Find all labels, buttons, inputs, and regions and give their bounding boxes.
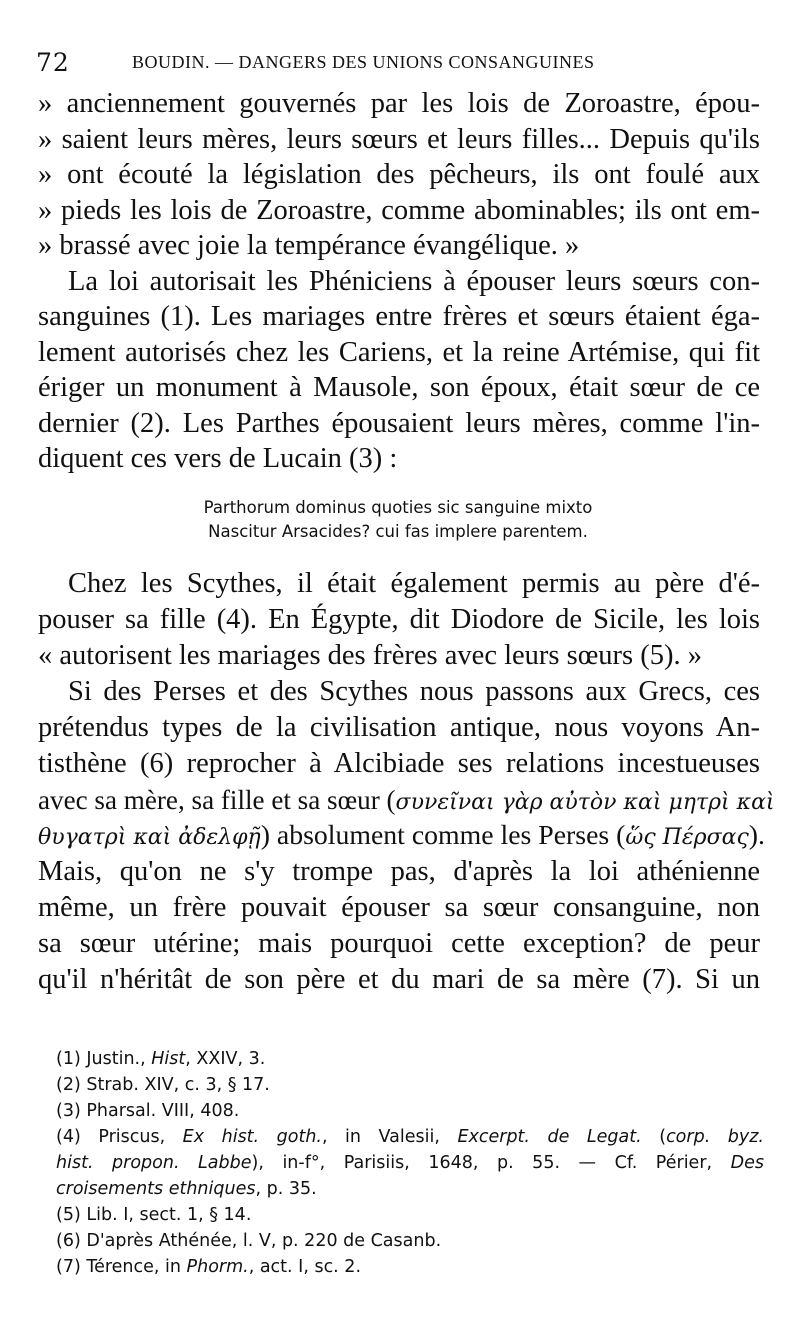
- text-line: lement autorisés chez les Cariens, et la reine Artémise, qui fit: [38, 336, 760, 368]
- text-line: [38, 818, 765, 854]
- text-span: , in Valesii,: [321, 1127, 458, 1147]
- text-line: même, un frère pouvait épouser sa sœur consanguine, non: [38, 892, 760, 923]
- text-span: (4) Priscus,: [56, 1127, 183, 1147]
- text-line: » brassé avec joie la tempérance évangélique. »: [38, 230, 580, 261]
- text-line: Si des Perses et des Scythes nous passons aux Grecs, ces: [68, 676, 760, 707]
- footnote: [56, 1124, 764, 1150]
- body-paragraph-2: [38, 566, 775, 998]
- text-span: Ex hist. goth.: [182, 1127, 322, 1147]
- text-line: prétendus types de la civilisation antique, nous voyons An-: [38, 712, 760, 743]
- text-line: qu'il n'héritât de son père et du mari de sa mère (7). Si un: [38, 964, 760, 995]
- running-head: BOUDIN. — DANGERS DES UNIONS CONSANGUINES: [132, 52, 595, 72]
- text-span: ).: [748, 820, 765, 851]
- body-paragraph-1: [38, 86, 760, 477]
- text-line: « autorisent les mariages des frères avec leurs sœurs (5). »: [38, 640, 702, 671]
- text-span: ) absolument comme les Perses (: [260, 820, 626, 851]
- text-span: ), in-f°, Parisiis, 1648, p. 55. — Cf. Périer,: [251, 1153, 731, 1173]
- greek-text: συνεῖναι γὰρ αὐτὸν καὶ μητρὶ καὶ: [395, 790, 775, 815]
- text-span: Hist: [151, 1049, 186, 1069]
- quote-line: Parthorum dominus quoties sic sanguine mixto: [203, 498, 593, 517]
- page-header: [36, 44, 754, 84]
- text-line: » anciennement gouvernés par les lois de Zoroastre, épou-: [38, 88, 760, 119]
- text-span: corp. byz.: [666, 1127, 764, 1147]
- text-line: Chez les Scythes, il était également permis au père d'é-: [68, 568, 760, 599]
- text-line: » saient leurs mères, leurs sœurs et leurs filles... Depuis qu'ils: [38, 123, 760, 155]
- text-span: avec sa mère, sa fille et sa sœur (: [38, 785, 396, 815]
- footnote: [56, 1150, 764, 1176]
- quote-line: Nascitur Arsacides? cui fas implere parentem.: [208, 522, 588, 541]
- footnote: (6) D'après Athénée, l. V, p. 220 de Casanb.: [56, 1231, 442, 1251]
- footnote: (5) Lib. I, sect. 1, § 14.: [56, 1205, 252, 1225]
- text-span: (: [641, 1127, 667, 1147]
- text-line: La loi autorisait les Phéniciens à épouser leurs sœurs con-: [68, 265, 760, 297]
- footnote: [56, 1046, 764, 1072]
- text-span: Des: [730, 1153, 764, 1173]
- footnote: (3) Pharsal. VIII, 408.: [56, 1101, 240, 1121]
- text-line: » ont écouté la législation des pêcheurs, ils ont foulé aux: [38, 159, 760, 190]
- page-number: 72: [36, 48, 70, 77]
- text-line: » pieds les lois de Zoroastre, comme abominables; ils ont em-: [38, 194, 760, 226]
- text-line: sa sœur utérine; mais pourquoi cette exception? de peur: [38, 928, 760, 959]
- text-span: Phorm.: [186, 1257, 249, 1277]
- footnotes: [56, 1046, 764, 1280]
- footnote: [56, 1254, 764, 1280]
- footnote: [56, 1176, 764, 1202]
- text-span: , XXIV, 3.: [185, 1049, 266, 1069]
- text-span: , p. 35.: [255, 1179, 317, 1199]
- text-line: [38, 782, 775, 818]
- text-line: ériger un monument à Mausole, son époux, était sœur de ce: [38, 372, 760, 403]
- footnote: (2) Strab. XIV, c. 3, § 17.: [56, 1075, 270, 1095]
- text-line: dernier (2). Les Parthes épousaient leurs mères, comme l'in-: [38, 407, 760, 439]
- text-line: tisthène (6) reprocher à Alcibiade ses relations incestueuses: [38, 748, 760, 779]
- text-line: sanguines (1). Les mariages entre frères et sœurs étaient éga-: [38, 301, 760, 332]
- latin-quotation: [128, 496, 668, 544]
- greek-text: ὥς Πέρσας: [625, 825, 749, 850]
- text-span: (7) Térence, in: [56, 1257, 187, 1277]
- text-span: (1) Justin.,: [56, 1049, 152, 1069]
- text-line: diquent ces vers de Lucain (3) :: [38, 443, 398, 474]
- text-span: Excerpt. de Legat.: [457, 1127, 642, 1147]
- text-span: , act. I, sc. 2.: [248, 1257, 362, 1277]
- text-line: Mais, qu'on ne s'y trompe pas, d'après la loi athénienne: [38, 856, 760, 887]
- greek-text: θυγατρὶ καὶ ἀδελφῇ: [38, 825, 261, 850]
- text-span: croisements ethniques: [56, 1179, 256, 1199]
- text-line: pouser sa fille (4). En Égypte, dit Diodore de Sicile, les lois: [38, 604, 760, 635]
- text-span: hist. propon. Labbe: [56, 1153, 252, 1173]
